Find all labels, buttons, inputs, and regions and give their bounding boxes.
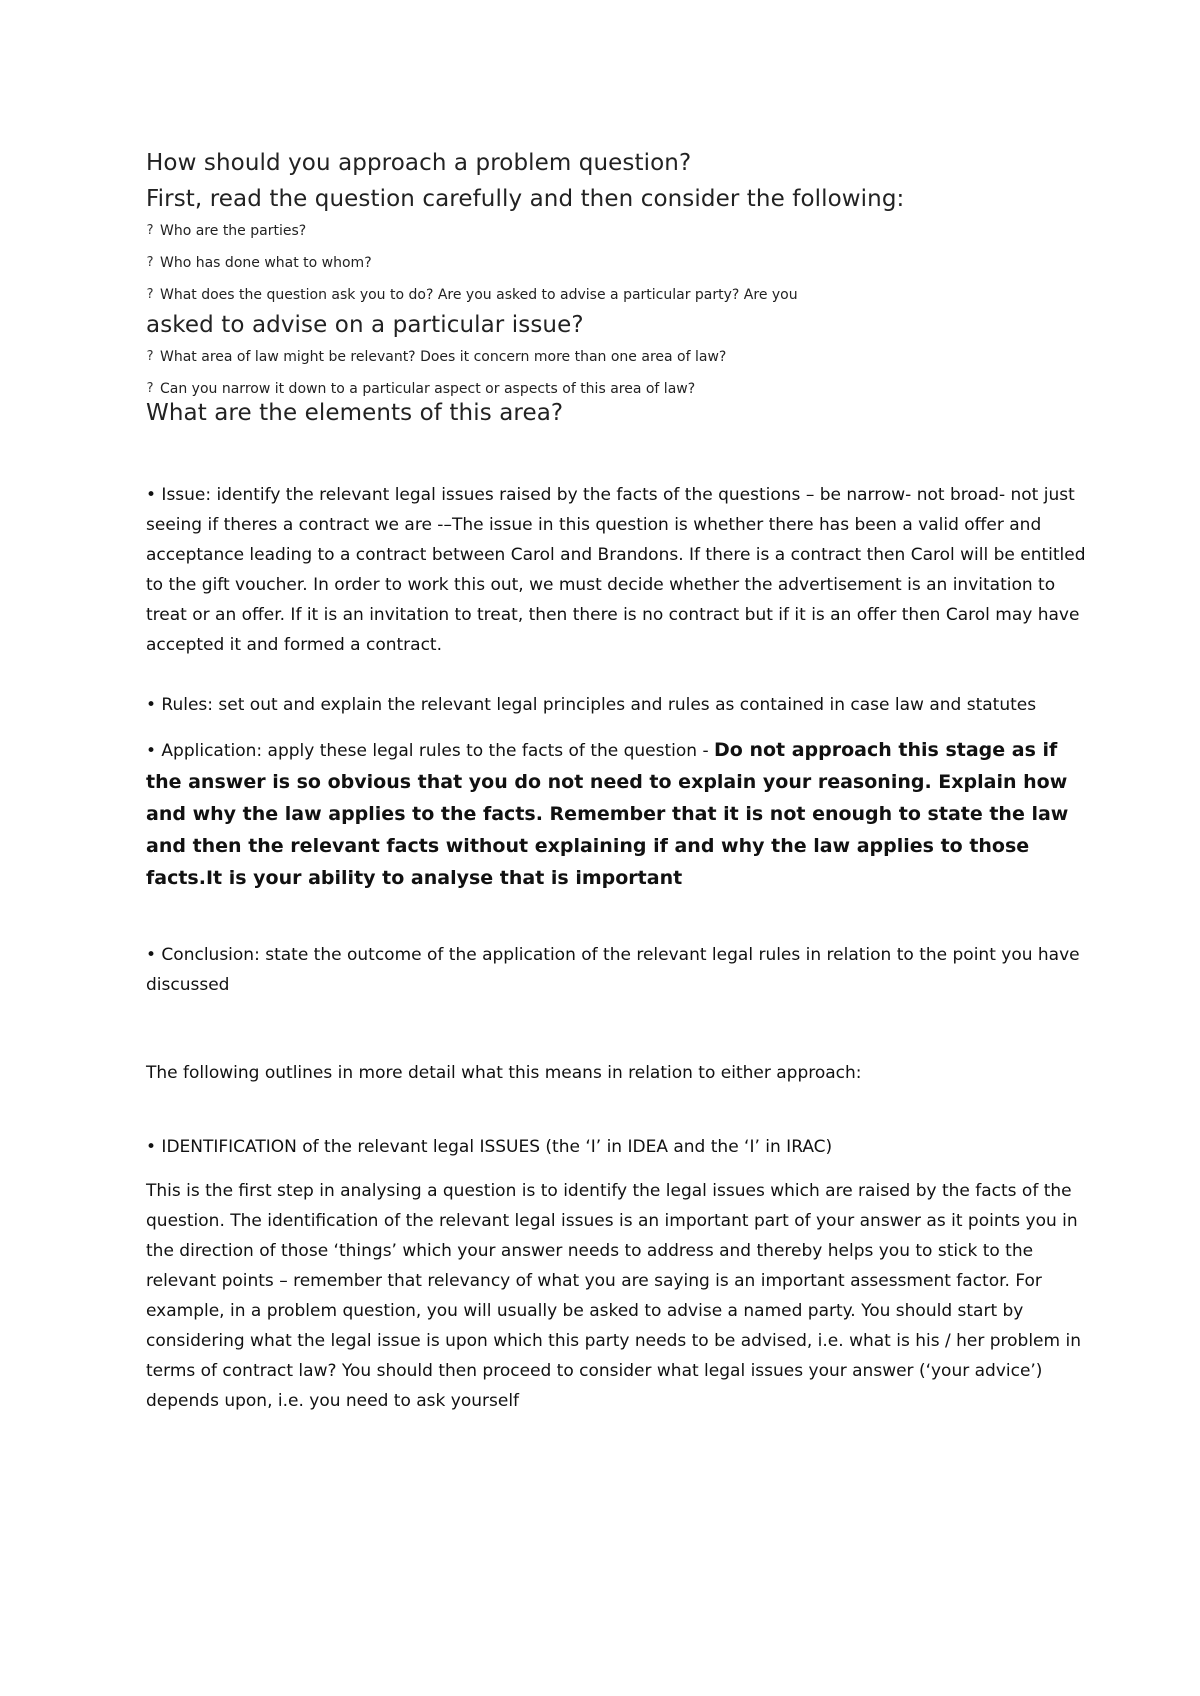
question-text: What area of law might be relevant? Does it concern more than one area of law? [160,349,727,365]
identification-paragraph: This is the first step in analysing a question is to identify the legal issues which are raised by the facts of the question. The identification of the relevant legal issues is an important part of your answer as it points you in the direction of those ‘things’ which your answer needs to address and thereby helps you to stick to the relevant points – remember that relevancy of what you are saying is an important assessment factor. For example, in a problem question, you will usually be asked to advise a named party. You should start by considering what the legal issue is upon which this party needs to be advised, i.e. what is his / her problem in terms of contract law? You should then proceed to consider what legal issues your answer (‘your advice’) depends upon, i.e. you need to ask yourself [146,1181,1081,1411]
identification-heading: • IDENTIFICATION of the relevant legal ISSUES (the ‘I’ in IDEA and the ‘I’ in IRAC) [146,1137,833,1157]
application-intro: • Application: apply these legal rules to the facts of the question - [146,741,715,761]
application-emphasis: Do not approach this stage as if the answer is so obvious that you do not need to explain your reasoning. Explain how and why the law applies to the facts. Remember that it is not enough to state the law and then the relevant facts without explaining if and why the law applies to those facts.It is your ability to analyse that is important [146,739,1069,889]
outline-paragraph: The following outlines in more detail what this means in relation to either approach: [146,1063,862,1083]
title-line-1: How should you approach a problem question? [146,150,692,176]
rules-paragraph: • Rules: set out and explain the relevant legal principles and rules as contained in case law and statutes [146,695,1037,715]
question-text: Can you narrow it down to a particular aspect or aspects of this area of law? [160,381,696,397]
question-item-what-asked [146,286,1086,304]
question-item-narrow-down [146,380,1086,398]
conclusion-paragraph: • Conclusion: state the outcome of the application of the relevant legal rules in relation to the point you have discussed [146,945,1080,995]
question-text: What does the question ask you to do? Are you asked to advise a particular party? Are you [160,287,798,303]
application-paragraph [146,734,1086,894]
document-body [146,148,1086,1416]
issue-paragraph: • Issue: identify the relevant legal issues raised by the facts of the questions – be narrow- not broad- not just seeing if theres a contract we are -–The issue in this question is whether there has been a valid offer and acceptance leading to a contract between Carol and Brandons. If there is a contract then Carol will be entitled to the gift voucher. In order to work this out, we must decide whether the advertisement is an invitation to treat or an offer. If it is an invitation to treat, then there is no contract but if it is an offer then Carol may have accepted it and formed a contract. [146,485,1086,655]
title-line-2: First, read the question carefully and then consider the following: [146,186,905,212]
placeholder-glyph-icon: ? [146,349,154,364]
placeholder-glyph-icon: ? [146,287,154,302]
question-text: Who has done what to whom? [160,255,372,271]
question-item-area-of-law [146,348,1086,366]
placeholder-glyph-icon: ? [146,255,154,270]
continuation-heading: asked to advise on a particular issue? [146,312,584,338]
placeholder-glyph-icon: ? [146,381,154,396]
placeholder-glyph-icon: ? [146,223,154,238]
question-item-parties [146,222,1086,240]
question-text: Who are the parties? [160,223,307,239]
question-item-who-did-what [146,254,1086,272]
elements-heading: What are the elements of this area? [146,400,564,426]
